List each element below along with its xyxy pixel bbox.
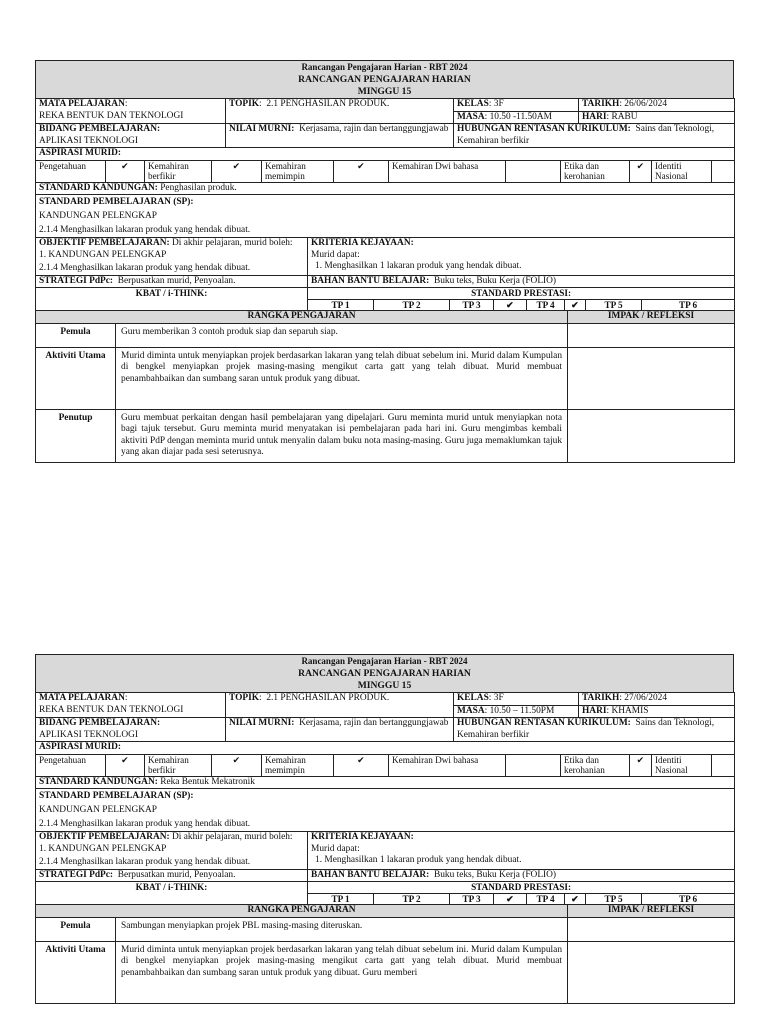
bahan-label: BAHAN BANTU BELAJAR: xyxy=(311,869,430,880)
objektif-line2: 2.1.4 Menghasilkan lakaran produk yang hendak dibuat. xyxy=(39,263,251,274)
kriteria-label: KRITERIA KEJAYAAN: xyxy=(311,238,414,249)
nilai-label: NILAI MURNI: xyxy=(229,718,295,729)
hari-cell: HARI: RABU xyxy=(579,111,735,124)
kelas-cell: KELAS: 3F xyxy=(454,693,579,706)
hubungan-value: Sains dan Teknologi, Kemahiran berfikir xyxy=(457,718,715,740)
kriteria-cell xyxy=(308,238,735,276)
impak-cell xyxy=(568,917,735,941)
checkmark-icon xyxy=(712,160,735,182)
objektif-label: OBJEKTIF PEMBELAJARAN: xyxy=(39,832,170,843)
topik-cell: TOPIK: 2.1 PENGHASILAN PRODUK. xyxy=(226,99,454,124)
checkmark-icon xyxy=(506,160,561,182)
lesson-plan-2 xyxy=(35,654,734,1004)
aspirasi-label: ASPIRASI MURID: xyxy=(39,148,122,159)
tp-label: TP 6 xyxy=(642,893,735,905)
kriteria-line1: 1. Menghasilkan 1 lakaran produk yang hendak dibuat. xyxy=(315,855,522,866)
aspirasi-item-label: Kemahiran Dwi bahasa xyxy=(389,160,506,182)
tp-label: TP 5 xyxy=(586,893,642,905)
topik-cell: TOPIK: 2.1 PENGHASILAN PRODUK. xyxy=(226,693,454,718)
checkmark-icon: ✔ xyxy=(106,160,145,182)
hubungan-label: HUBUNGAN RENTASAN KURIKULUM: xyxy=(457,718,631,729)
mata-pelajaran-cell: MATA PELAJARAN: REKA BENTUK DAN TEKNOLOGI xyxy=(36,99,226,124)
topik-value: 2.1 PENGHASILAN PRODUK. xyxy=(266,99,390,110)
aspirasi-table xyxy=(35,754,735,777)
kriteria-intro: Murid dapat: xyxy=(311,843,360,854)
objektif-intro: Di akhir pelajaran, murid boleh: xyxy=(172,832,293,843)
impak-label: IMPAK / REFLEKSI xyxy=(568,311,735,324)
hari-cell: HARI: KHAMIS xyxy=(579,705,735,718)
header-line1: Rancangan Pengajaran Harian - RBT 2024 xyxy=(301,656,468,666)
sp-line2: 2.1.4 Menghasilkan lakaran produk yang hendak dibuat. xyxy=(39,225,251,236)
header-line1: Rancangan Pengajaran Harian - RBT 2024 xyxy=(301,62,468,72)
sp-label: STANDARD PEMBELAJARAN (SP): xyxy=(39,791,194,802)
checkmark-icon xyxy=(712,754,735,776)
bahan-value: Buku teks, Buku Kerja (FOLIO) xyxy=(433,869,557,880)
plan-header xyxy=(35,654,734,693)
masa-cell: MASA: 10.50 -11.50AM xyxy=(454,111,579,124)
checkmark-icon: ✔ xyxy=(494,893,527,905)
kriteria-cell xyxy=(308,832,735,870)
tarikh-label: TARIKH xyxy=(582,693,620,704)
aspirasi-table xyxy=(35,160,735,183)
header-line2: RANCANGAN PENGAJARAN HARIAN xyxy=(298,73,471,85)
masa-cell: MASA: 10.50 – 11.50PM xyxy=(454,705,579,718)
aspirasi-label-cell xyxy=(36,742,735,755)
tp-label: TP 4 xyxy=(527,893,565,905)
sp-cell xyxy=(36,789,735,832)
sp-line2: 2.1.4 Menghasilkan lakaran produk yang hendak dibuat. xyxy=(39,819,251,830)
tp-label: TP 3 xyxy=(450,893,494,905)
aspirasi-item-label: Identiti Nasional xyxy=(652,754,712,776)
kriteria-line1: 1. Menghasilkan 1 lakaran produk yang hendak dibuat. xyxy=(315,261,522,272)
sk-label: STANDARD KANDUNGAN: xyxy=(39,182,158,193)
mata-pelajaran-label: MATA PELAJARAN xyxy=(39,693,125,704)
tp-label: TP 6 xyxy=(642,299,735,311)
tarikh-value: 26/06/2024 xyxy=(624,99,668,110)
bidang-label: BIDANG PEMBELAJARAN: xyxy=(39,124,161,135)
kelas-cell: KELAS: 3F xyxy=(454,99,579,112)
hari-label: HARI xyxy=(582,705,607,716)
checkmark-icon: ✔ xyxy=(212,754,262,776)
impak-cell xyxy=(568,347,735,409)
strategi-value: Berpusatkan murid, Penyoalan. xyxy=(117,275,236,286)
hari-value: RABU xyxy=(611,111,638,122)
checkmark-icon: ✔ xyxy=(630,754,652,776)
bahan-cell xyxy=(308,869,735,882)
nilai-cell xyxy=(226,718,454,742)
bidang-value: APLIKASI TEKNOLOGI xyxy=(39,729,139,740)
header-line3: MINGGU 15 xyxy=(357,679,412,691)
checkmark-icon: ✔ xyxy=(334,160,389,182)
checkmark-icon: ✔ xyxy=(565,299,586,311)
mata-pelajaran-value: REKA BENTUK DAN TEKNOLOGI xyxy=(39,110,184,121)
objektif-cell xyxy=(36,832,308,870)
objektif-line2: 2.1.4 Menghasilkan lakaran produk yang hendak dibuat. xyxy=(39,857,251,868)
penutup-text: Guru membuat perkaitan dengan hasil pembelajaran yang dipelajari. Guru meminta murid untuk menyiapkan nota bagi tajuk tersebut. Guru meminta murid menyatakan isi pembelajaran pada hari ini. Guru mengimbas kembali aktiviti PdP dengan meminta murid untuk menyalin dalam buku nota masing-masing. Guru juga memaklumkan tajuk yang akan diajar pada sesi seterusnya. xyxy=(116,409,568,462)
bidang-value: APLIKASI TEKNOLOGI xyxy=(39,135,139,146)
sp-line1: KANDUNGAN PELENGKAP xyxy=(39,805,157,816)
pemula-text: Guru memberikan 3 contoh produk siap dan separuh siap. xyxy=(116,323,568,347)
topik-label: TOPIK xyxy=(229,693,260,704)
sk-value: Reka Bentuk Mekatronik xyxy=(160,776,255,787)
standards-table xyxy=(35,182,735,289)
rangka-label: RANGKA PENGAJARAN xyxy=(36,311,568,324)
masa-label: MASA xyxy=(457,111,485,122)
aspirasi-item-label: Kemahiran memimpin xyxy=(262,160,334,182)
nilai-label: NILAI MURNI: xyxy=(229,124,295,135)
tarikh-value: 27/06/2024 xyxy=(624,693,668,704)
pemula-label: Pemula xyxy=(36,917,116,941)
bahan-label: BAHAN BANTU BELAJAR: xyxy=(311,275,430,286)
kbat-cell xyxy=(36,882,308,905)
hari-label: HARI xyxy=(582,111,607,122)
aspirasi-item-label: Etika dan kerohanian xyxy=(561,754,630,776)
penutup-label: Penutup xyxy=(36,409,116,462)
aspirasi-item-label: Kemahiran berfikir xyxy=(145,754,212,776)
pemula-text: Sambungan menyiapkan projek PBL masing-masing diteruskan. xyxy=(116,917,568,941)
tp-label: TP 2 xyxy=(374,299,450,311)
rangka-table xyxy=(35,310,735,463)
masa-value: 10.50 – 11.50PM xyxy=(489,705,555,716)
aspirasi-item-label: Etika dan kerohanian xyxy=(561,160,630,182)
bidang-label: BIDANG PEMBELAJARAN: xyxy=(39,718,161,729)
aspirasi-label: ASPIRASI MURID: xyxy=(39,742,122,753)
prestasi-table xyxy=(35,287,735,311)
strategi-label: STRATEGI PdPc: xyxy=(39,869,114,880)
aspirasi-label-cell xyxy=(36,148,735,161)
tp-label: TP 2 xyxy=(374,893,450,905)
sp-cell xyxy=(36,195,735,238)
kbat-label: KBAT / i-THINK: xyxy=(135,882,208,893)
kelas-label: KELAS xyxy=(457,99,489,110)
aspirasi-item-label: Kemahiran Dwi bahasa xyxy=(389,754,506,776)
standards-table xyxy=(35,776,735,883)
sk-cell xyxy=(36,182,735,195)
lesson-plan-1 xyxy=(35,60,734,463)
tp-label: TP 1 xyxy=(308,893,374,905)
bidang-cell xyxy=(36,124,226,148)
masa-label: MASA xyxy=(457,705,485,716)
aktiviti-label: Aktiviti Utama xyxy=(36,941,116,1003)
aspirasi-item-label: Kemahiran memimpin xyxy=(262,754,334,776)
kriteria-intro: Murid dapat: xyxy=(311,249,360,260)
info-table xyxy=(35,98,735,161)
aspirasi-item-label: Pengetahuan xyxy=(36,160,106,182)
header-line2: RANCANGAN PENGAJARAN HARIAN xyxy=(298,667,471,679)
aktiviti-text: Murid diminta untuk menyiapkan projek berdasarkan lakaran yang telah dibuat sebelum ini. Murid dalam Kumpulan di bengkel menyiapkan projek masing-masing mengikut carta gatt yang telah dibuat. Murid membuat penambahbaikan dan sumbang saran untuk produk yang dibuat. xyxy=(116,347,568,409)
tarikh-cell: TARIKH: 27/06/2024 xyxy=(579,693,735,706)
bahan-value: Buku teks, Buku Kerja (FOLIO) xyxy=(433,275,557,286)
standard-prestasi-label: STANDARD PRESTASI: xyxy=(308,882,735,894)
impak-label: IMPAK / REFLEKSI xyxy=(568,905,735,918)
sk-label: STANDARD KANDUNGAN: xyxy=(39,776,158,787)
topik-label: TOPIK xyxy=(229,99,260,110)
tp-label: TP 5 xyxy=(586,299,642,311)
sp-line1: KANDUNGAN PELENGKAP xyxy=(39,211,157,222)
strategi-value: Berpusatkan murid, Penyoalan. xyxy=(117,869,236,880)
hubungan-label: HUBUNGAN RENTASAN KURIKULUM: xyxy=(457,124,631,135)
objektif-cell xyxy=(36,238,308,276)
checkmark-icon: ✔ xyxy=(334,754,389,776)
nilai-value: Kerjasama, rajin dan bertanggungjawab xyxy=(299,718,449,729)
bidang-cell xyxy=(36,718,226,742)
rangka-table xyxy=(35,904,735,1004)
aspirasi-item-label: Kemahiran berfikir xyxy=(145,160,212,182)
masa-value: 10.50 -11.50AM xyxy=(489,111,552,122)
prestasi-table xyxy=(35,881,735,905)
checkmark-icon: ✔ xyxy=(106,754,145,776)
checkmark-icon: ✔ xyxy=(494,299,527,311)
plan-header xyxy=(35,60,734,99)
tp-label: TP 4 xyxy=(527,299,565,311)
hubungan-cell xyxy=(454,718,735,742)
checkmark-icon: ✔ xyxy=(630,160,652,182)
topik-value: 2.1 PENGHASILAN PRODUK. xyxy=(266,693,390,704)
objektif-label: OBJEKTIF PEMBELAJARAN: xyxy=(39,238,170,249)
strategi-cell xyxy=(36,275,308,288)
standard-prestasi-label: STANDARD PRESTASI: xyxy=(308,288,735,300)
tarikh-cell: TARIKH: 26/06/2024 xyxy=(579,99,735,112)
kriteria-label: KRITERIA KEJAYAAN: xyxy=(311,832,414,843)
sk-value: Penghasilan produk. xyxy=(160,182,237,193)
impak-cell xyxy=(568,323,735,347)
mata-pelajaran-value: REKA BENTUK DAN TEKNOLOGI xyxy=(39,704,184,715)
strategi-label: STRATEGI PdPc: xyxy=(39,275,114,286)
checkmark-icon xyxy=(506,754,561,776)
nilai-value: Kerjasama, rajin dan bertanggungjawab xyxy=(299,124,449,135)
hari-value: KHAMIS xyxy=(611,705,649,716)
info-table xyxy=(35,692,735,755)
objektif-intro: Di akhir pelajaran, murid boleh: xyxy=(172,238,293,249)
checkmark-icon: ✔ xyxy=(212,160,262,182)
hubungan-value: Sains dan Teknologi, Kemahiran berfikir xyxy=(457,124,715,146)
kelas-value: 3F xyxy=(493,99,504,110)
impak-cell xyxy=(568,409,735,462)
nilai-cell xyxy=(226,124,454,148)
kbat-cell xyxy=(36,288,308,311)
tarikh-label: TARIKH xyxy=(582,99,620,110)
aktiviti-label: Aktiviti Utama xyxy=(36,347,116,409)
pemula-label: Pemula xyxy=(36,323,116,347)
objektif-line1: 1. KANDUNGAN PELENGKAP xyxy=(39,843,167,854)
kbat-label: KBAT / i-THINK: xyxy=(135,288,208,299)
strategi-cell xyxy=(36,869,308,882)
mata-pelajaran-cell: MATA PELAJARAN: REKA BENTUK DAN TEKNOLOGI xyxy=(36,693,226,718)
hubungan-cell xyxy=(454,124,735,148)
mata-pelajaran-label: MATA PELAJARAN xyxy=(39,99,125,110)
sk-cell xyxy=(36,776,735,789)
header-line3: MINGGU 15 xyxy=(357,85,412,97)
objektif-line1: 1. KANDUNGAN PELENGKAP xyxy=(39,249,167,260)
kelas-label: KELAS xyxy=(457,693,489,704)
bahan-cell xyxy=(308,275,735,288)
aspirasi-item-label: Identiti Nasional xyxy=(652,160,712,182)
impak-cell xyxy=(568,941,735,1003)
tp-label: TP 3 xyxy=(450,299,494,311)
sp-label: STANDARD PEMBELAJARAN (SP): xyxy=(39,197,194,208)
kelas-value: 3F xyxy=(493,693,504,704)
aspirasi-item-label: Pengetahuan xyxy=(36,754,106,776)
aktiviti-text: Murid diminta untuk menyiapkan projek berdasarkan lakaran yang telah dibuat sebelum ini. Murid dalam Kumpulan di bengkel menyiapkan projek masing-masing mengikut carta gatt yang telah dibuat. Murid membuat penambahbaikan dan sumbang saran untuk produk yang dibuat. Guru memberi xyxy=(116,941,568,1003)
rangka-label: RANGKA PENGAJARAN xyxy=(36,905,568,918)
tp-label: TP 1 xyxy=(308,299,374,311)
checkmark-icon: ✔ xyxy=(565,893,586,905)
